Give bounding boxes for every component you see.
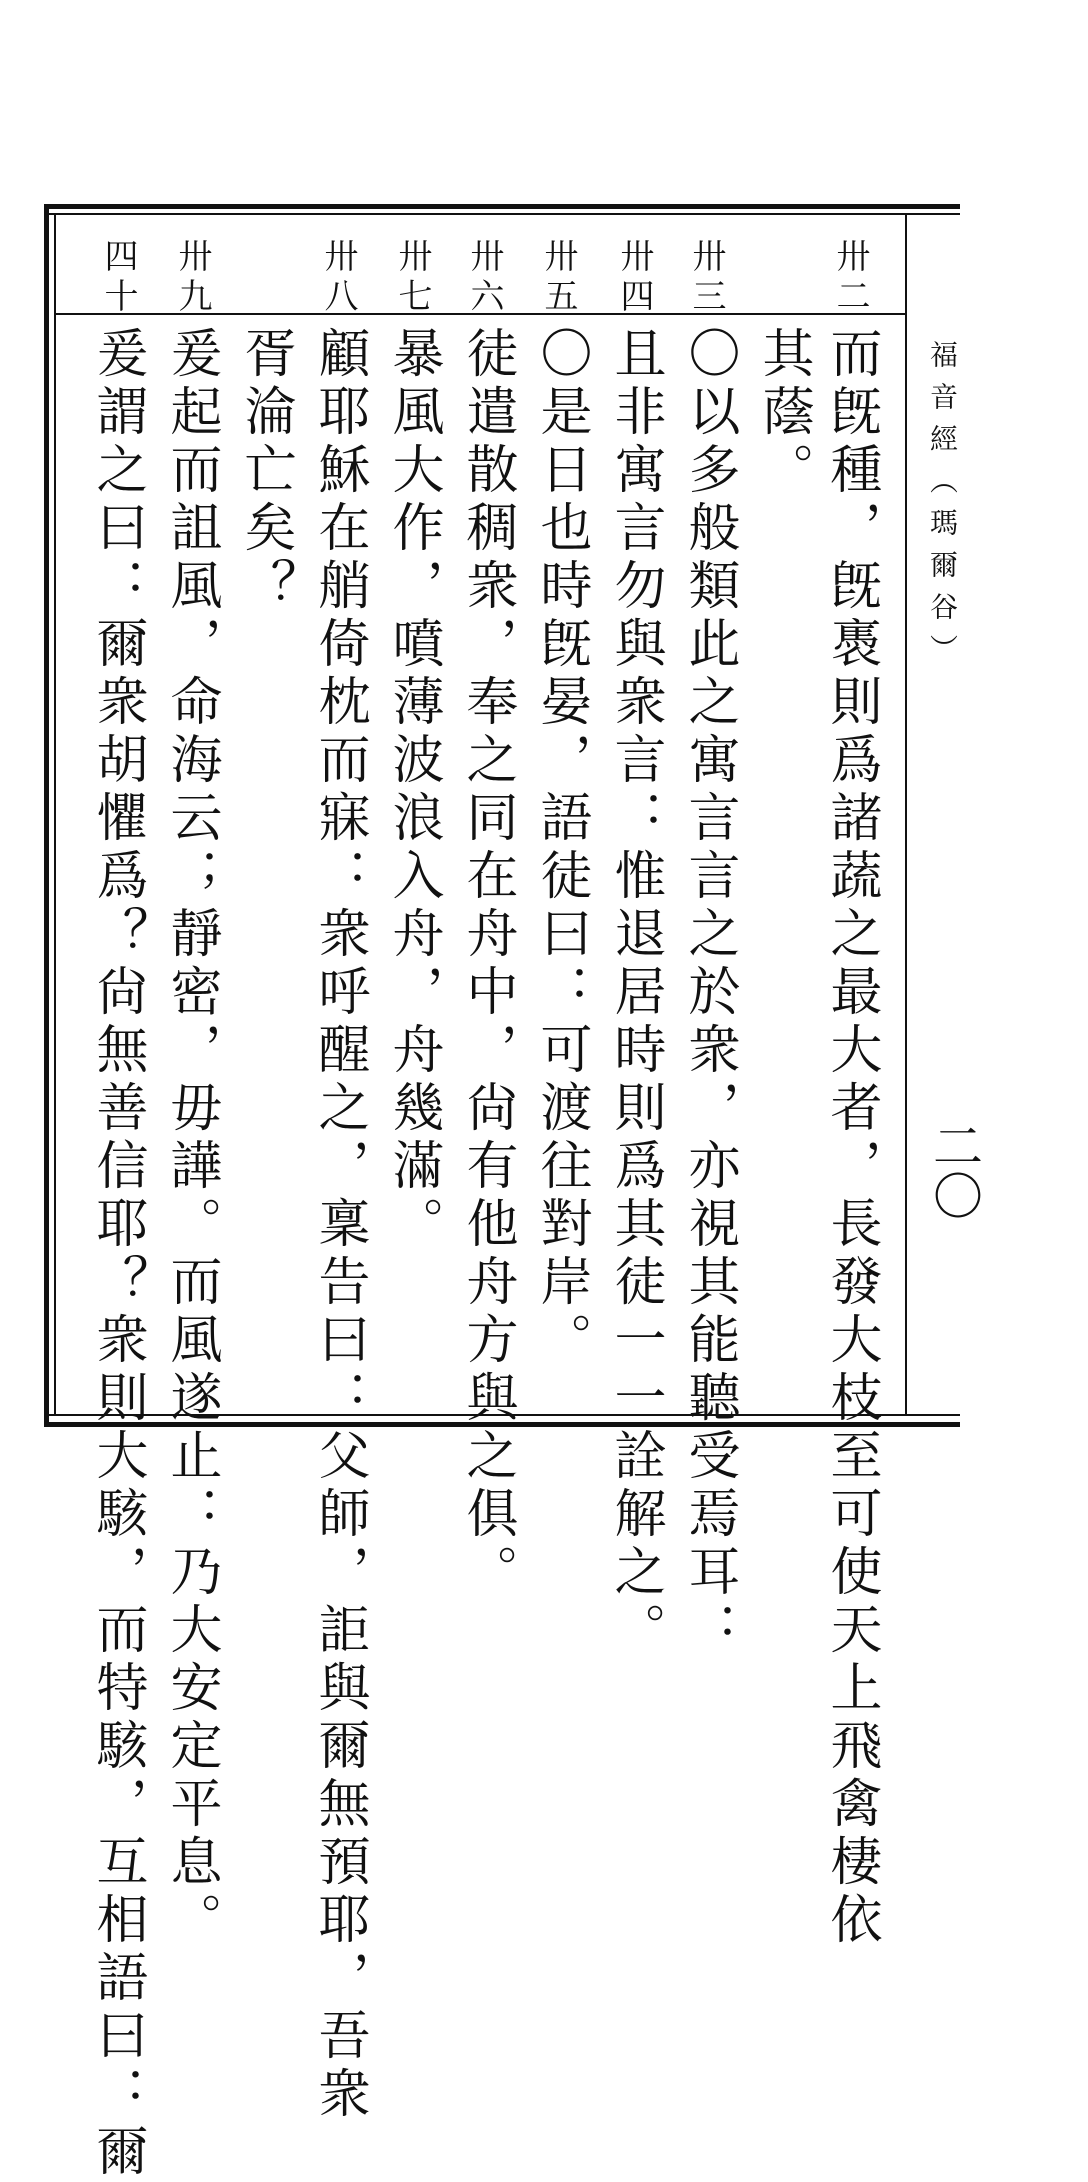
frame-top-rule-thin (44, 213, 960, 215)
frame-left-rule (44, 204, 49, 1427)
verse-number: 卅九 (172, 238, 212, 318)
verse-number: 卅八 (318, 238, 358, 318)
verse-text-line: 〇以多般類此之寓言言之於衆，亦視其能聽受焉耳： (679, 326, 739, 1660)
verse-text-line: 爰起而詛風，命海云；靜密，毋譁。而風遂止：乃大安定平息。 (161, 326, 221, 1950)
verse-number: 卅三 (686, 238, 726, 318)
verse-number: 卅七 (392, 238, 432, 318)
verse-number: 卅六 (464, 238, 504, 318)
frame-top-rule (44, 204, 960, 209)
frame-left-rule-thin (54, 213, 56, 1416)
verse-text-line: 暴風大作，噴薄波浪入舟，舟幾滿。 (383, 326, 443, 1254)
verse-text-line: 且非寓言勿與衆言：惟退居時則爲其徒一一詮解之。 (605, 326, 665, 1660)
verse-text-line: 而旣種，旣褭則爲諸蔬之最大者，長發大枝至可使天上飛禽棲依 (821, 326, 881, 1950)
verse-text-line: 其蔭。 (753, 326, 813, 500)
frame-right-rule (905, 215, 907, 1414)
verse-number: 卅二 (830, 238, 870, 318)
verse-text-line: 胥淪亡矣？ (235, 326, 295, 616)
verse-number: 卅五 (538, 238, 578, 318)
running-title: 福音經（瑪爾谷） (926, 340, 959, 676)
verse-text-line: 爰謂之曰：爾衆胡懼爲？尙無善信耶？衆則大駭，而特駭，互相語曰：爾 (87, 326, 147, 2182)
verse-text-line: 〇是日也時旣晏，語徒曰：可渡往對岸。 (531, 326, 591, 1370)
verse-number: 四十 (98, 238, 138, 318)
verse-text-line: 顧耶穌在艄倚枕而寐：衆呼醒之，稟告曰：父師，詎與爾無預耶，吾衆 (309, 326, 369, 2124)
page-number: 二〇 (925, 1120, 983, 1220)
verse-text-line: 徒遣散稠衆，奉之同在舟中，尙有他舟方與之俱。 (457, 326, 517, 1602)
verse-number: 卅四 (614, 238, 654, 318)
